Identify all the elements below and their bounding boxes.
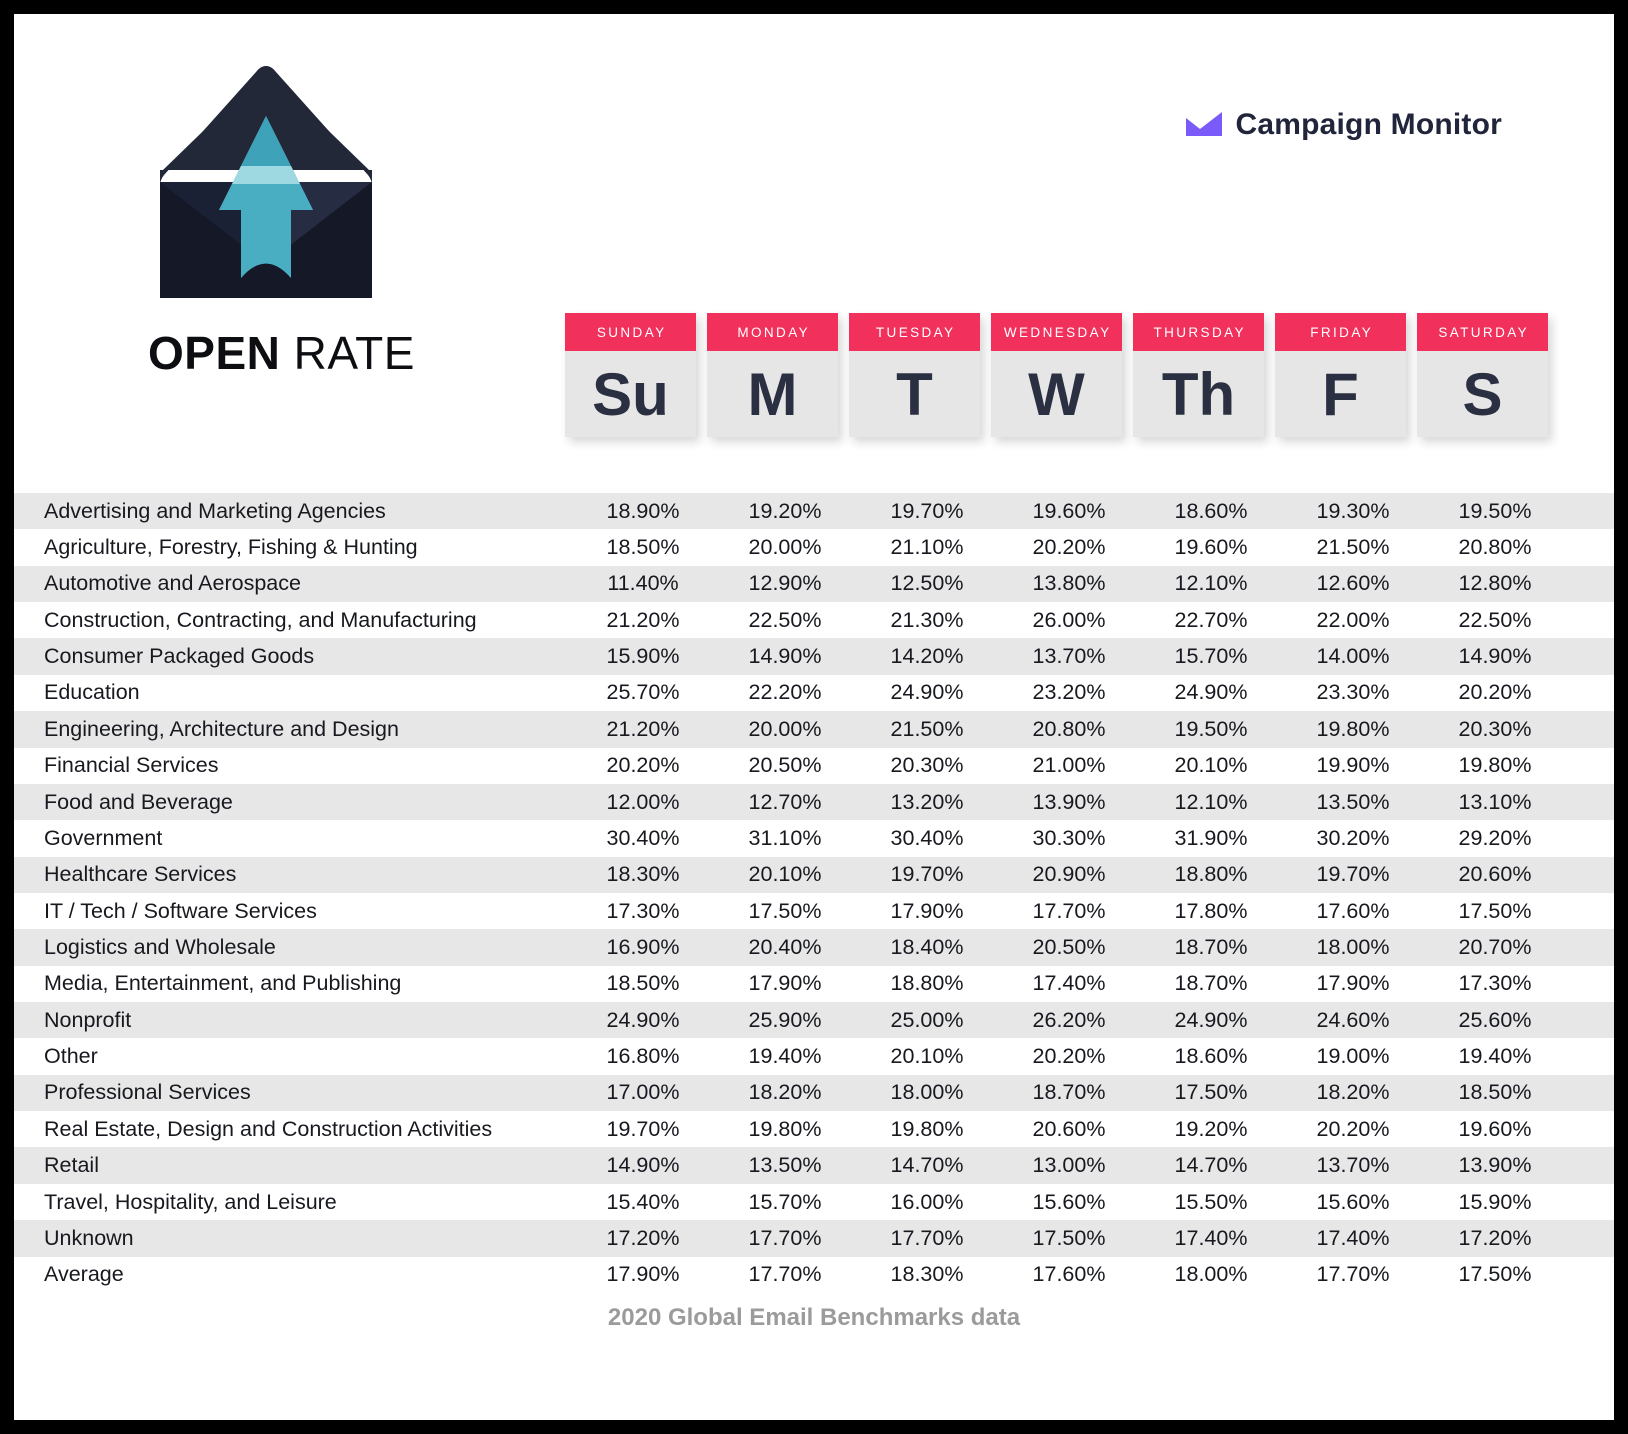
open-rate-value: 18.50% bbox=[1458, 1080, 1532, 1105]
open-rate-value: 18.60% bbox=[1174, 498, 1248, 523]
open-rate-value: 19.80% bbox=[890, 1116, 964, 1141]
open-rate-value: 30.40% bbox=[606, 825, 680, 850]
open-rate-value: 22.20% bbox=[748, 680, 822, 705]
open-rate-value: 14.00% bbox=[1316, 644, 1390, 669]
day-tile-name: WEDNESDAY bbox=[991, 313, 1122, 351]
industry-label: Food and Beverage bbox=[44, 789, 233, 814]
open-rate-value: 15.60% bbox=[1316, 1189, 1390, 1214]
industry-label: Travel, Hospitality, and Leisure bbox=[44, 1189, 337, 1214]
footer-note: 2020 Global Email Benchmarks data bbox=[607, 1304, 1021, 1331]
open-rate-value: 12.10% bbox=[1174, 571, 1248, 596]
open-rate-value: 24.90% bbox=[890, 680, 964, 705]
table-row bbox=[14, 1184, 1614, 1220]
open-rate-value: 17.90% bbox=[1316, 971, 1390, 996]
open-rate-value: 17.50% bbox=[1458, 1262, 1532, 1287]
open-rate-value: 16.00% bbox=[890, 1189, 964, 1214]
open-rate-value: 14.90% bbox=[606, 1153, 680, 1178]
open-rate-value: 17.20% bbox=[1458, 1225, 1532, 1250]
industry-label: Media, Entertainment, and Publishing bbox=[44, 971, 402, 996]
industry-label: Nonprofit bbox=[44, 1007, 132, 1032]
open-rate-value: 15.40% bbox=[606, 1189, 680, 1214]
open-rate-value: 20.10% bbox=[748, 862, 822, 887]
open-rate-value: 14.70% bbox=[1174, 1153, 1248, 1178]
open-rate-value: 17.50% bbox=[748, 898, 822, 923]
day-tile-abbr: Su bbox=[565, 351, 696, 437]
open-rate-value: 30.20% bbox=[1316, 825, 1390, 850]
open-rate-value: 17.50% bbox=[1174, 1080, 1248, 1105]
open-rate-value: 19.60% bbox=[1032, 498, 1106, 523]
open-rate-value: 15.60% bbox=[1032, 1189, 1106, 1214]
table-row bbox=[14, 602, 1614, 638]
title-rate: RATE bbox=[293, 327, 415, 379]
open-rate-value: 17.70% bbox=[1316, 1262, 1390, 1287]
open-rate-value: 21.30% bbox=[890, 607, 964, 632]
open-rate-value: 20.20% bbox=[1032, 1044, 1106, 1069]
table-row bbox=[14, 929, 1614, 965]
open-rate-value: 15.90% bbox=[1458, 1189, 1532, 1214]
day-tile-name: FRIDAY bbox=[1275, 313, 1406, 351]
open-rate-value: 25.70% bbox=[606, 680, 680, 705]
day-tile bbox=[1417, 313, 1548, 437]
open-rate-value: 15.70% bbox=[1174, 644, 1248, 669]
open-rate-value: 18.70% bbox=[1174, 934, 1248, 959]
open-rate-value: 17.70% bbox=[1032, 898, 1106, 923]
day-tile-name: SATURDAY bbox=[1417, 313, 1548, 351]
open-rate-value: 18.00% bbox=[1316, 934, 1390, 959]
title-open: OPEN bbox=[148, 327, 281, 379]
open-rate-value: 17.70% bbox=[748, 1225, 822, 1250]
campaign-monitor-logo bbox=[1184, 108, 1502, 142]
open-rate-value: 19.80% bbox=[1316, 716, 1390, 741]
open-rate-value: 22.00% bbox=[1316, 607, 1390, 632]
table-row bbox=[14, 966, 1614, 1002]
open-rate-value: 25.90% bbox=[748, 1007, 822, 1032]
table-row bbox=[14, 1111, 1614, 1147]
industry-label: Consumer Packaged Goods bbox=[44, 644, 315, 669]
open-rate-value: 14.20% bbox=[890, 644, 964, 669]
open-rate-value: 12.60% bbox=[1316, 571, 1390, 596]
open-rate-value: 30.40% bbox=[890, 825, 964, 850]
industry-label: Real Estate, Design and Construction Activities bbox=[44, 1116, 493, 1141]
open-rate-value: 23.20% bbox=[1032, 680, 1106, 705]
open-rate-value: 17.50% bbox=[1032, 1225, 1106, 1250]
table-row bbox=[14, 638, 1614, 674]
open-rate-value: 13.20% bbox=[890, 789, 964, 814]
industry-label: Government bbox=[44, 825, 163, 850]
industry-label: Automotive and Aerospace bbox=[44, 571, 301, 596]
open-rate-value: 19.80% bbox=[1458, 753, 1532, 778]
industry-label: Other bbox=[44, 1044, 98, 1069]
day-tile-name: THURSDAY bbox=[1133, 313, 1264, 351]
table-row bbox=[14, 1075, 1614, 1111]
industry-label: Logistics and Wholesale bbox=[44, 934, 276, 959]
open-rate-value: 17.70% bbox=[748, 1262, 822, 1287]
open-rate-value: 13.80% bbox=[1032, 571, 1106, 596]
open-rate-value: 15.50% bbox=[1174, 1189, 1248, 1214]
open-rate-value: 19.00% bbox=[1316, 1044, 1390, 1069]
open-rate-value: 17.20% bbox=[606, 1225, 680, 1250]
open-rate-value: 19.40% bbox=[1458, 1044, 1532, 1069]
open-rate-value: 20.10% bbox=[890, 1044, 964, 1069]
open-rate-value: 18.90% bbox=[606, 498, 680, 523]
open-rate-value: 17.90% bbox=[748, 971, 822, 996]
day-tile-abbr: F bbox=[1275, 351, 1406, 437]
open-rate-value: 20.70% bbox=[1458, 934, 1532, 959]
open-rate-value: 16.80% bbox=[606, 1044, 680, 1069]
open-rate-value: 17.60% bbox=[1316, 898, 1390, 923]
open-rate-value: 13.50% bbox=[748, 1153, 822, 1178]
open-rate-value: 20.00% bbox=[748, 716, 822, 741]
open-rate-value: 18.70% bbox=[1032, 1080, 1106, 1105]
day-tile bbox=[1275, 313, 1406, 437]
open-rate-value: 18.50% bbox=[606, 971, 680, 996]
open-rate-value: 20.30% bbox=[890, 753, 964, 778]
open-rate-value: 12.90% bbox=[748, 571, 822, 596]
day-tile-abbr: W bbox=[991, 351, 1122, 437]
open-rate-value: 13.90% bbox=[1458, 1153, 1532, 1178]
day-tile-name: MONDAY bbox=[707, 313, 838, 351]
open-rate-value: 18.60% bbox=[1174, 1044, 1248, 1069]
open-rate-value: 11.40% bbox=[607, 571, 679, 596]
open-rate-value: 18.50% bbox=[606, 535, 680, 560]
table-row bbox=[14, 566, 1614, 602]
open-rate-value: 17.90% bbox=[606, 1262, 680, 1287]
open-rate-value: 20.50% bbox=[748, 753, 822, 778]
open-rate-table bbox=[14, 493, 1614, 1293]
industry-label: Advertising and Marketing Agencies bbox=[44, 498, 386, 523]
open-rate-value: 18.20% bbox=[748, 1080, 822, 1105]
open-rate-value: 21.00% bbox=[1032, 753, 1106, 778]
open-rate-value: 17.40% bbox=[1316, 1225, 1390, 1250]
open-rate-value: 23.30% bbox=[1316, 680, 1390, 705]
open-rate-value: 20.20% bbox=[1032, 535, 1106, 560]
open-rate-value: 12.10% bbox=[1174, 789, 1248, 814]
table-row bbox=[14, 675, 1614, 711]
industry-label: Agriculture, Forestry, Fishing & Hunting bbox=[44, 535, 418, 560]
open-rate-value: 20.20% bbox=[1458, 680, 1532, 705]
day-tile bbox=[707, 313, 838, 437]
open-rate-value: 13.90% bbox=[1032, 789, 1106, 814]
open-rate-value: 22.50% bbox=[1458, 607, 1532, 632]
open-rate-value: 19.70% bbox=[1316, 862, 1390, 887]
open-rate-value: 17.30% bbox=[606, 898, 680, 923]
open-rate-value: 19.60% bbox=[1174, 535, 1248, 560]
open-rate-value: 24.90% bbox=[1174, 1007, 1248, 1032]
table-row bbox=[14, 784, 1614, 820]
open-rate-value: 19.70% bbox=[890, 862, 964, 887]
open-rate-value: 17.40% bbox=[1032, 971, 1106, 996]
open-rate-value: 21.50% bbox=[890, 716, 964, 741]
day-tile bbox=[849, 313, 980, 437]
open-rate-value: 20.40% bbox=[748, 934, 822, 959]
open-rate-value: 20.80% bbox=[1032, 716, 1106, 741]
industry-label: Healthcare Services bbox=[44, 862, 237, 887]
open-rate-value: 20.20% bbox=[1316, 1116, 1390, 1141]
campaign-monitor-icon bbox=[1184, 109, 1224, 141]
open-rate-value: 19.40% bbox=[748, 1044, 822, 1069]
open-rate-value: 21.10% bbox=[890, 535, 964, 560]
industry-label: IT / Tech / Software Services bbox=[44, 898, 317, 923]
open-rate-value: 13.70% bbox=[1032, 644, 1106, 669]
industry-label: Financial Services bbox=[44, 753, 219, 778]
open-rate-value: 13.70% bbox=[1316, 1153, 1390, 1178]
open-rate-value: 22.70% bbox=[1174, 607, 1248, 632]
open-rate-value: 20.60% bbox=[1032, 1116, 1106, 1141]
industry-label: Education bbox=[44, 680, 140, 705]
table-row bbox=[14, 1038, 1614, 1074]
open-rate-value: 14.90% bbox=[748, 644, 822, 669]
open-rate-value: 19.60% bbox=[1458, 1116, 1532, 1141]
open-rate-value: 21.50% bbox=[1316, 535, 1390, 560]
table-row bbox=[14, 1257, 1614, 1293]
table-row bbox=[14, 1147, 1614, 1183]
open-rate-value: 17.50% bbox=[1458, 898, 1532, 923]
open-rate-value: 21.20% bbox=[606, 607, 680, 632]
table-row bbox=[14, 493, 1614, 529]
open-rate-value: 17.60% bbox=[1032, 1262, 1106, 1287]
open-rate-value: 14.90% bbox=[1458, 644, 1532, 669]
table-row bbox=[14, 820, 1614, 856]
day-tile-abbr: Th bbox=[1133, 351, 1264, 437]
open-rate-logo-block bbox=[148, 60, 415, 380]
open-rate-value: 18.00% bbox=[890, 1080, 964, 1105]
open-rate-value: 13.00% bbox=[1032, 1153, 1106, 1178]
open-rate-value: 22.50% bbox=[748, 607, 822, 632]
table-row bbox=[14, 711, 1614, 747]
open-rate-value: 20.20% bbox=[606, 753, 680, 778]
open-rate-value: 17.40% bbox=[1174, 1225, 1248, 1250]
open-rate-value: 31.10% bbox=[748, 825, 822, 850]
open-rate-value: 26.00% bbox=[1032, 607, 1106, 632]
open-rate-value: 21.20% bbox=[606, 716, 680, 741]
open-rate-value: 15.70% bbox=[748, 1189, 822, 1214]
brand-name: Campaign Monitor bbox=[1235, 108, 1502, 141]
open-rate-value: 19.20% bbox=[1174, 1116, 1248, 1141]
day-tiles bbox=[565, 313, 1548, 437]
open-rate-value: 13.50% bbox=[1316, 789, 1390, 814]
day-tile bbox=[565, 313, 696, 437]
open-rate-value: 19.70% bbox=[606, 1116, 680, 1141]
open-rate-value: 19.20% bbox=[748, 498, 822, 523]
open-rate-value: 12.70% bbox=[748, 789, 822, 814]
open-rate-value: 20.90% bbox=[1032, 862, 1106, 887]
open-rate-value: 19.50% bbox=[1174, 716, 1248, 741]
table-row bbox=[14, 529, 1614, 565]
open-rate-value: 20.60% bbox=[1458, 862, 1532, 887]
table-row bbox=[14, 857, 1614, 893]
open-rate-value: 14.70% bbox=[890, 1153, 964, 1178]
open-rate-value: 19.50% bbox=[1458, 498, 1532, 523]
open-rate-value: 19.80% bbox=[748, 1116, 822, 1141]
open-rate-value: 20.00% bbox=[748, 535, 822, 560]
day-tile-name: TUESDAY bbox=[849, 313, 980, 351]
open-rate-value: 17.00% bbox=[606, 1080, 680, 1105]
open-rate-value: 17.90% bbox=[890, 898, 964, 923]
open-rate-value: 16.90% bbox=[606, 934, 680, 959]
open-rate-value: 18.00% bbox=[1174, 1262, 1248, 1287]
open-rate-value: 29.20% bbox=[1458, 825, 1532, 850]
open-rate-value: 18.30% bbox=[890, 1262, 964, 1287]
table-row bbox=[14, 748, 1614, 784]
open-rate-value: 24.90% bbox=[606, 1007, 680, 1032]
table-row bbox=[14, 1002, 1614, 1038]
industry-label: Unknown bbox=[44, 1225, 134, 1250]
open-rate-value: 30.30% bbox=[1032, 825, 1106, 850]
page-title bbox=[148, 326, 415, 380]
open-rate-value: 24.90% bbox=[1174, 680, 1248, 705]
open-rate-value: 18.80% bbox=[1174, 862, 1248, 887]
industry-label: Retail bbox=[44, 1153, 99, 1178]
open-rate-value: 25.60% bbox=[1458, 1007, 1532, 1032]
open-rate-value: 17.80% bbox=[1174, 898, 1248, 923]
open-rate-value: 20.30% bbox=[1458, 716, 1532, 741]
open-rate-value: 12.00% bbox=[606, 789, 680, 814]
industry-label: Construction, Contracting, and Manufacturing bbox=[44, 607, 477, 632]
open-rate-value: 20.50% bbox=[1032, 934, 1106, 959]
day-tile-abbr: S bbox=[1417, 351, 1548, 437]
day-tile bbox=[1133, 313, 1264, 437]
industry-label: Professional Services bbox=[44, 1080, 251, 1105]
infographic-content bbox=[14, 14, 1614, 1420]
day-tile-abbr: T bbox=[849, 351, 980, 437]
open-rate-value: 25.00% bbox=[890, 1007, 964, 1032]
day-tile bbox=[991, 313, 1122, 437]
open-rate-value: 13.10% bbox=[1458, 789, 1532, 814]
open-rate-value: 18.40% bbox=[890, 934, 964, 959]
open-rate-value: 12.80% bbox=[1458, 571, 1532, 596]
open-rate-value: 12.50% bbox=[890, 571, 964, 596]
open-rate-value: 15.90% bbox=[606, 644, 680, 669]
open-rate-value: 18.30% bbox=[606, 862, 680, 887]
day-tile-abbr: M bbox=[707, 351, 838, 437]
open-rate-value: 19.90% bbox=[1316, 753, 1390, 778]
table-row bbox=[14, 893, 1614, 929]
day-tile-name: SUNDAY bbox=[565, 313, 696, 351]
open-rate-value: 31.90% bbox=[1174, 825, 1248, 850]
table-row bbox=[14, 1220, 1614, 1256]
industry-label: Average bbox=[44, 1262, 124, 1287]
open-rate-value: 19.70% bbox=[890, 498, 964, 523]
open-rate-value: 20.80% bbox=[1458, 535, 1532, 560]
open-rate-value: 18.70% bbox=[1174, 971, 1248, 996]
open-rate-value: 26.20% bbox=[1032, 1007, 1106, 1032]
industry-label: Engineering, Architecture and Design bbox=[44, 716, 399, 741]
open-rate-value: 18.20% bbox=[1316, 1080, 1390, 1105]
open-rate-value: 19.30% bbox=[1316, 498, 1390, 523]
open-rate-value: 17.30% bbox=[1458, 971, 1532, 996]
open-envelope-arrow-icon bbox=[155, 60, 377, 302]
open-rate-value: 17.70% bbox=[890, 1225, 964, 1250]
open-rate-value: 24.60% bbox=[1316, 1007, 1390, 1032]
open-rate-value: 20.10% bbox=[1174, 753, 1248, 778]
open-rate-value: 18.80% bbox=[890, 971, 964, 996]
